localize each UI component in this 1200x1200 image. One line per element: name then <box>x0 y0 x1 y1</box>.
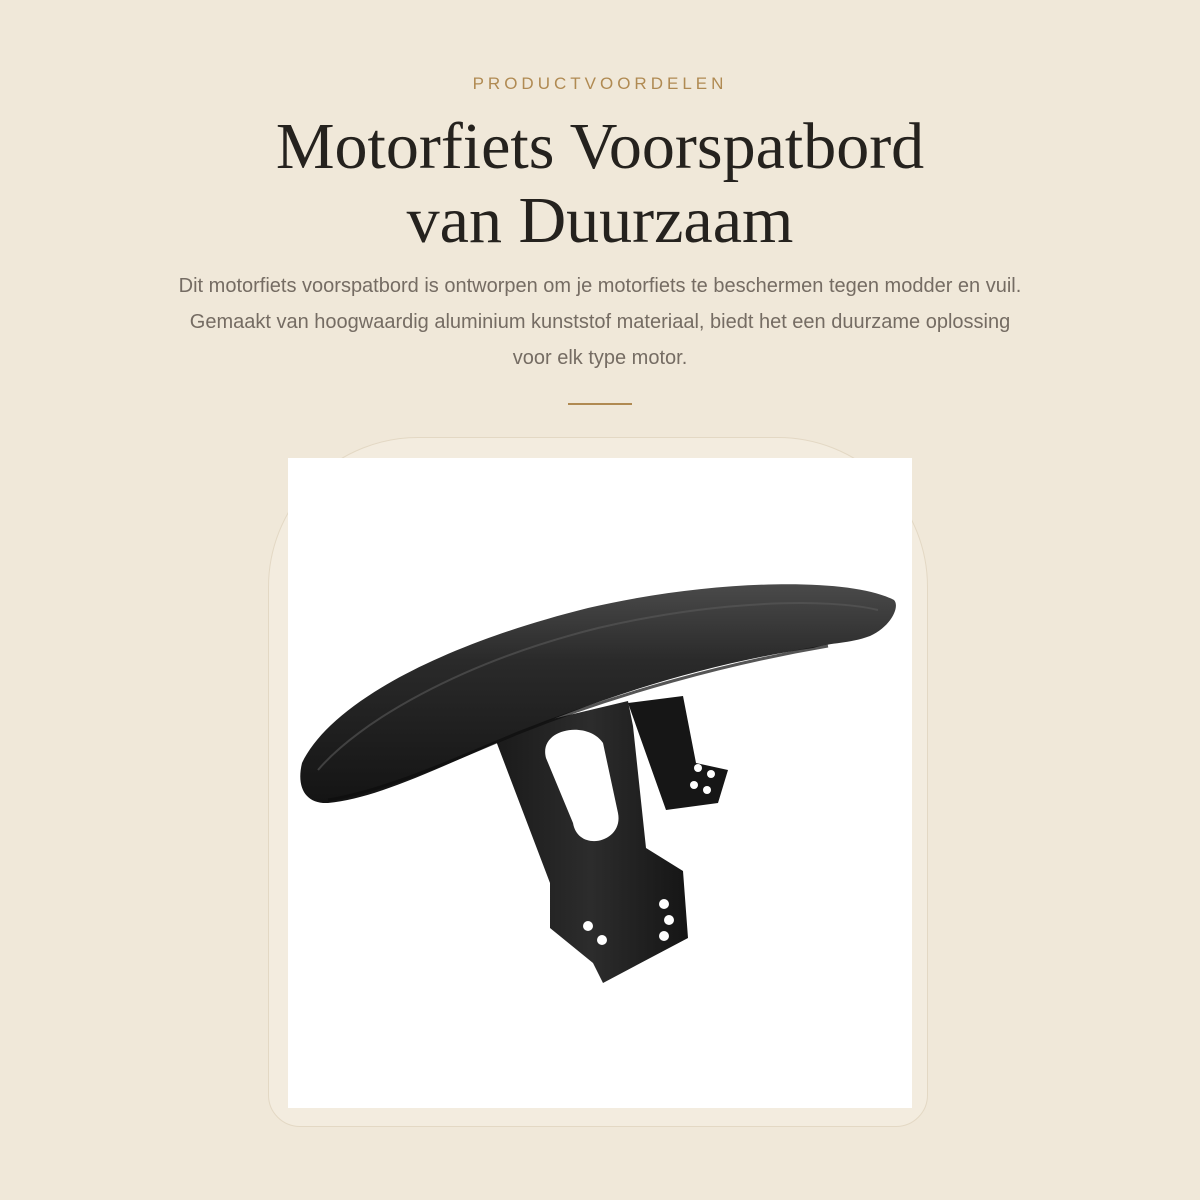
section-title-line-1: Motorfiets Voorspatbord <box>275 110 925 183</box>
rear-bracket <box>628 696 728 810</box>
accent-divider <box>568 403 632 405</box>
section-eyebrow: PRODUCTVOORDELEN <box>472 74 728 93</box>
section-title <box>100 110 1100 258</box>
motorcycle-fender-illustration <box>288 458 912 1108</box>
product-image <box>288 458 912 1108</box>
section-description: Dit motorfiets voorspatbord is ontworpen om je motorfiets te beschermen tegen modder en vuil. Gemaakt van hoogwaardig aluminium kunststof materiaal, biedt het een duurzame oplossing voor elk type motor. <box>178 275 1022 369</box>
section-title-line-2: van Duurzaam <box>406 184 794 257</box>
